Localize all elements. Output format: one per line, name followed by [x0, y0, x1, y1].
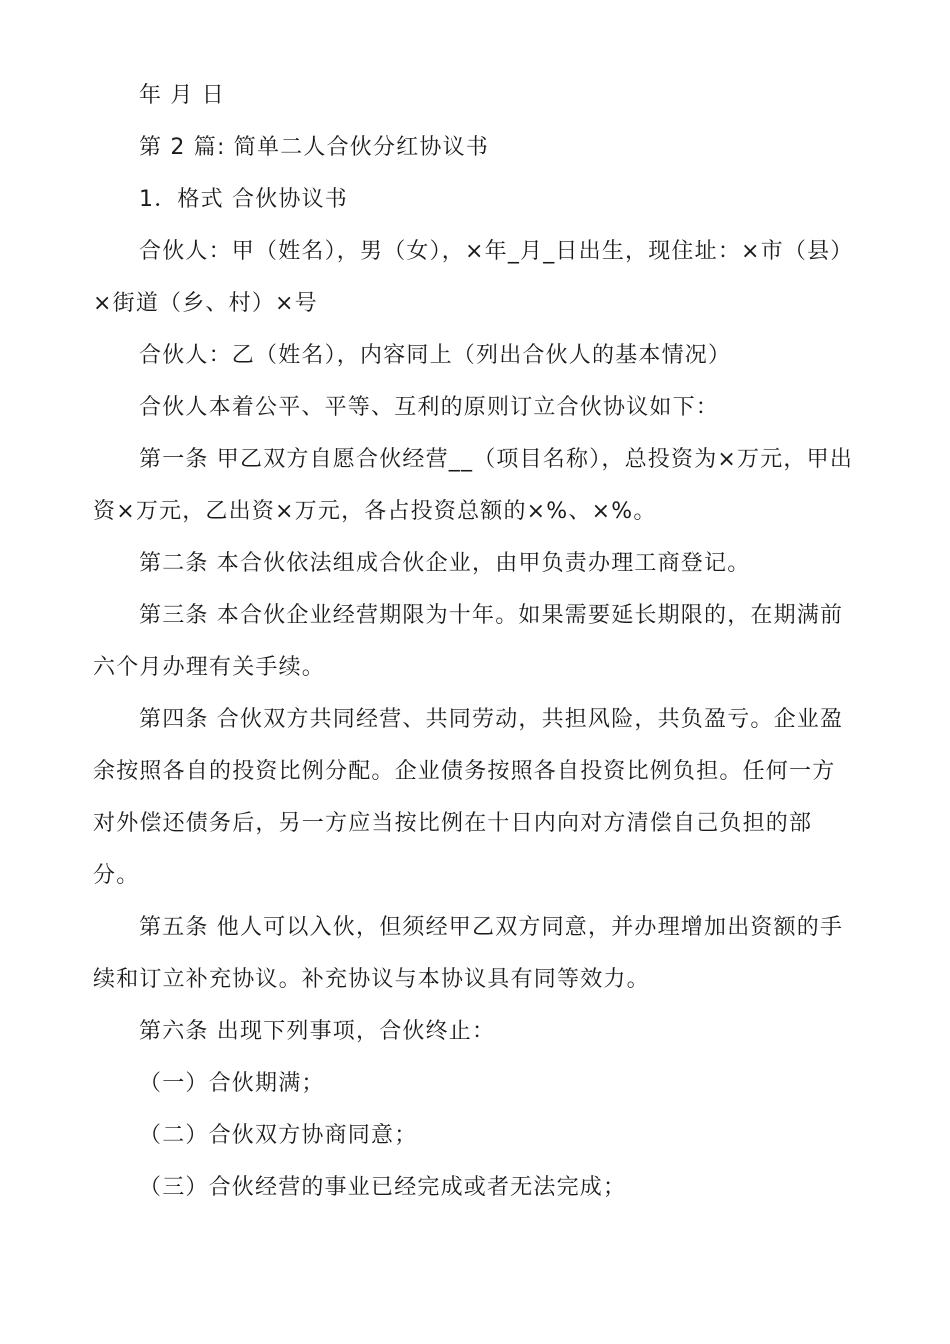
- article-2: 第二条 本合伙依法组成合伙企业，由甲负责办理工商登记。: [139, 551, 751, 576]
- date-line: 年 月 日: [139, 83, 225, 108]
- section-heading: 1．格式 合伙协议书: [139, 187, 348, 212]
- article-1: 第一条 甲乙双方自愿合伙经营__（项目名称），总投资为×万元，甲出资×万元，乙出资×万元，各占投资总额的×%、×%。: [93, 447, 854, 524]
- termination-item-2: （二）合伙双方协商同意；: [139, 1123, 418, 1148]
- document-body: [93, 70, 858, 1214]
- termination-item-3: （三）合伙经营的事业已经完成或者无法完成；: [139, 1175, 627, 1200]
- article-3: 第三条 本合伙企业经营期限为十年。如果需要延长期限的，在期满前六个月办理有关手续。: [93, 603, 844, 680]
- partner-b-paragraph: 合伙人：乙（姓名），内容同上（列出合伙人的基本情况）: [139, 343, 732, 368]
- article-4: 第四条 合伙双方共同经营、共同劳动，共担风险，共负盈亏。企业盈余按照各自的投资比例分配。企业债务按照各自投资比例负担。任何一方对外偿还债务后，另一方应当按比例在十日内向对方清偿自己负担的部分。: [93, 707, 844, 888]
- article-6: 第六条 出现下列事项，合伙终止：: [139, 1019, 496, 1044]
- termination-item-1: （一）合伙期满；: [139, 1071, 325, 1096]
- document-title: 第 2 篇: 简单二人合伙分红协议书: [139, 135, 489, 160]
- preamble-paragraph: 合伙人本着公平、平等、互利的原则订立合伙协议如下：: [139, 395, 720, 420]
- article-5: 第五条 他人可以入伙，但须经甲乙双方同意，并办理增加出资额的手续和订立补充协议。补充协议与本协议具有同等效力。: [93, 915, 844, 992]
- partner-a-paragraph: 合伙人：甲（姓名），男（女），×年_月_日出生，现住址：×市（县）×街道（乡、村）×号: [93, 239, 854, 316]
